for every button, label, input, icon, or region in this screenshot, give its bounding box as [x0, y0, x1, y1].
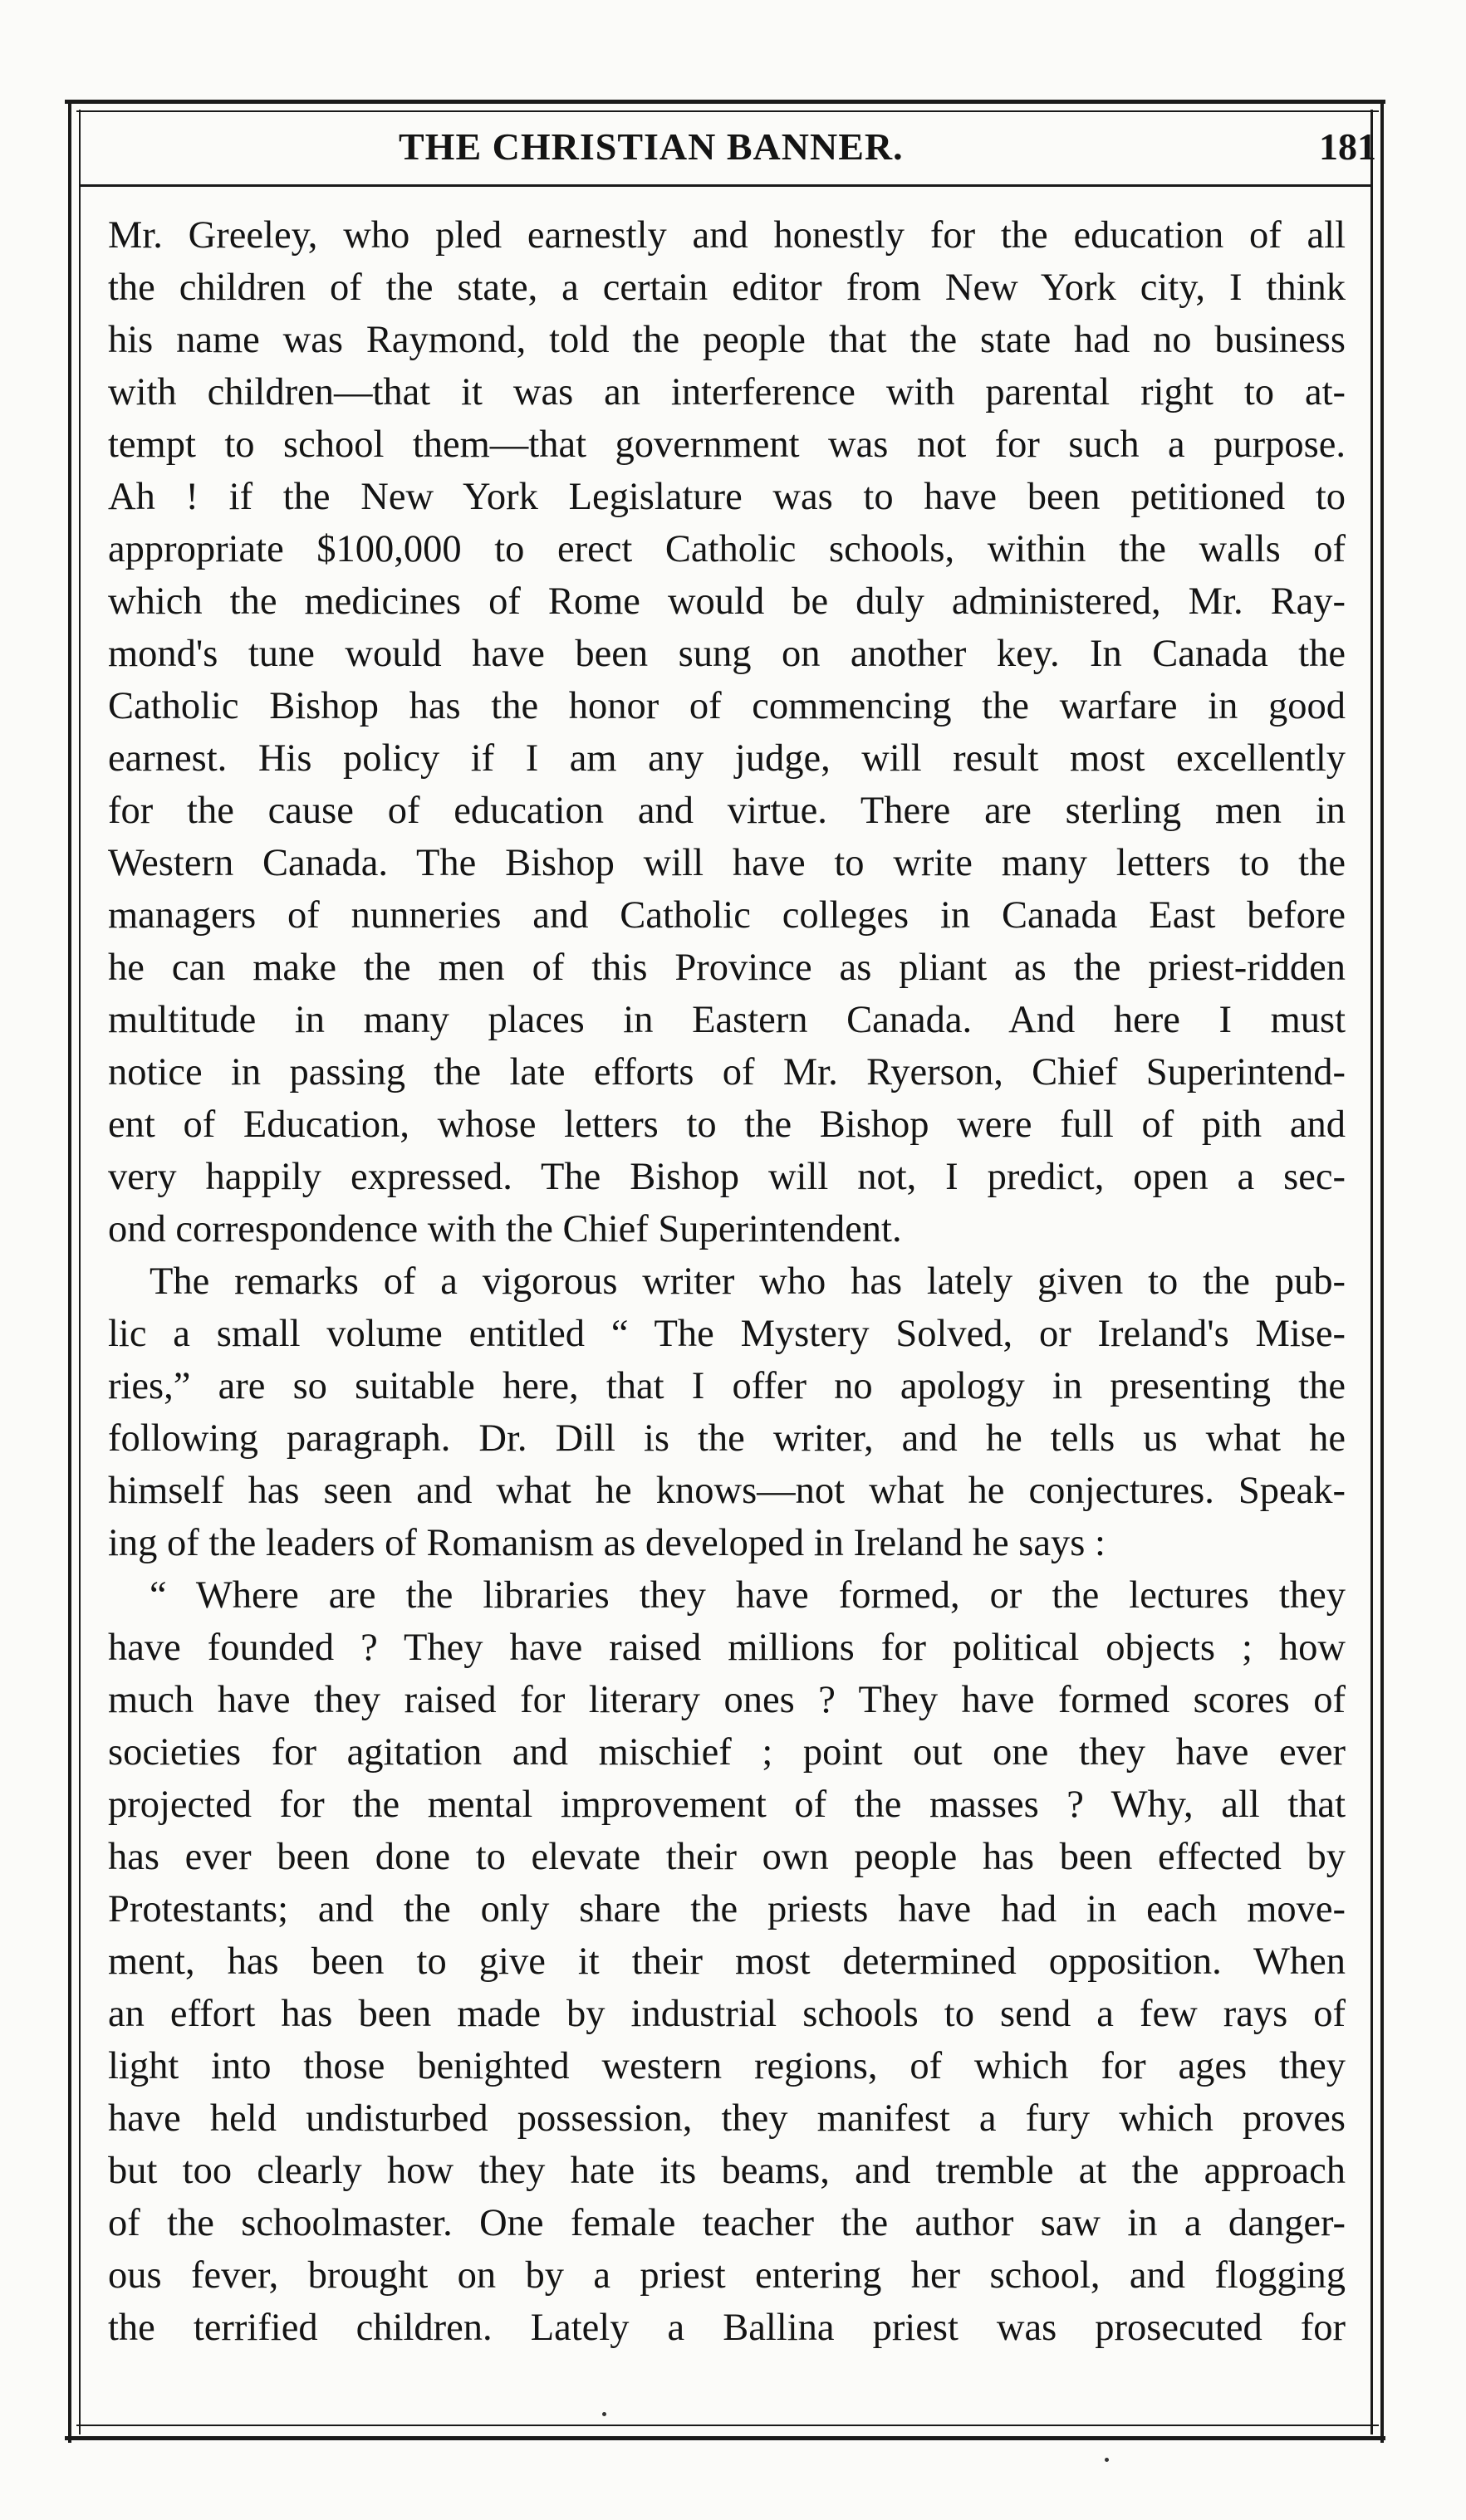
running-title: THE CHRISTIAN BANNER. [399, 125, 904, 168]
text-line: appropriate $100,000 to erect Catholic schools, within the walls of [108, 528, 1346, 570]
text-line: himself has seen and what he knows—not what he conjectures. Speak- [108, 1470, 1346, 1512]
text-line: with children—that it was an interference with parental right to at- [108, 371, 1346, 413]
text-line: The remarks of a vigorous writer who has lately given to the pub- [150, 1260, 1346, 1303]
text-line: earnest. His policy if I am any judge, will result most excellently [108, 737, 1346, 780]
frame-right-outer-rule [1380, 101, 1384, 2443]
page-number: 181 [1319, 125, 1376, 168]
text-line: mond's tune would have been sung on another key. In Canada the [108, 633, 1346, 675]
text-line: Western Canada. The Bishop will have to write many letters to the [108, 842, 1346, 884]
frame-right-inner-rule [1370, 110, 1373, 2434]
text-line: light into those benighted western regions, of which for ages they [108, 2045, 1346, 2087]
text-line: the children of the state, a certain editor from New York city, I think [108, 267, 1346, 309]
text-line: projected for the mental improvement of the masses ? Why, all that [108, 1784, 1346, 1826]
print-speck [602, 2412, 606, 2416]
text-line: ent of Education, whose letters to the Bishop were full of pith and [108, 1103, 1346, 1146]
text-line: has ever been done to elevate their own people has been effected by [108, 1836, 1346, 1878]
text-line: following paragraph. Dr. Dill is the writer, and he tells us what he [108, 1417, 1346, 1460]
text-line: managers of nunneries and Catholic colleges in Canada East before [108, 894, 1346, 937]
text-line: the terrified children. Lately a Ballina priest was prosecuted for [108, 2307, 1346, 2349]
text-line: very happily expressed. The Bishop will not, I predict, open a sec- [108, 1156, 1346, 1198]
text-line: “ Where are the libraries they have formed, or the lectures they [150, 1574, 1346, 1617]
text-line: Mr. Greeley, who pled earnestly and honestly for the education of all [108, 214, 1346, 257]
print-speck [1105, 2458, 1109, 2462]
text-line: Catholic Bishop has the honor of commencing the warfare in good [108, 685, 1346, 727]
text-line: much have they raised for literary ones ? They have formed scores of [108, 1679, 1346, 1721]
text-line: an effort has been made by industrial schools to send a few rays of [108, 1993, 1346, 2035]
text-line: which the medicines of Rome would be duly administered, Mr. Ray- [108, 580, 1346, 623]
text-line: have founded ? They have raised millions for political objects ; how [108, 1627, 1346, 1669]
text-line: of the schoolmaster. One female teacher the author saw in a danger- [108, 2202, 1346, 2244]
text-line: Ah ! if the New York Legislature was to have been petitioned to [108, 476, 1346, 518]
frame-top-inner-rule [76, 110, 1379, 112]
frame-bottom-outer-rule [65, 2436, 1385, 2440]
text-line: for the cause of education and virtue. There are sterling men in [108, 790, 1346, 832]
text-line: Protestants; and the only share the priests have had in each move- [108, 1888, 1346, 1930]
text-line: notice in passing the late efforts of Mr. Ryerson, Chief Superintend- [108, 1051, 1346, 1094]
text-line: ond correspondence with the Chief Superintendent. [108, 1208, 902, 1250]
frame-bottom-inner-rule [76, 2425, 1379, 2426]
text-line: but too clearly how they hate its beams, and tremble at the approach [108, 2150, 1346, 2192]
text-line: ries,” are so suitable here, that I offer no apology in presenting the [108, 1365, 1346, 1407]
frame-left-outer-rule [68, 101, 71, 2443]
frame-left-inner-rule [79, 110, 81, 2434]
text-line: have held undisturbed possession, they manifest a fury which proves [108, 2097, 1346, 2140]
header-rule [81, 184, 1370, 187]
text-line: ous fever, brought on by a priest entering her school, and flogging [108, 2254, 1346, 2297]
frame-top-outer-rule [65, 100, 1385, 104]
article-body [108, 209, 1346, 2354]
text-line: tempt to school them—that government was not for such a purpose. [108, 423, 1346, 466]
text-line: lic a small volume entitled “ The Mystery Solved, or Ireland's Mise- [108, 1313, 1346, 1355]
text-line: he can make the men of this Province as pliant as the priest-ridden [108, 947, 1346, 989]
text-line: ment, has been to give it their most determined opposition. When [108, 1940, 1346, 1983]
text-line: his name was Raymond, told the people that the state had no business [108, 319, 1346, 361]
text-line: multitude in many places in Eastern Canada. And here I must [108, 999, 1346, 1041]
text-line: societies for agitation and mischief ; point out one they have ever [108, 1731, 1346, 1774]
text-line: ing of the leaders of Romanism as developed in Ireland he says : [108, 1522, 1106, 1564]
